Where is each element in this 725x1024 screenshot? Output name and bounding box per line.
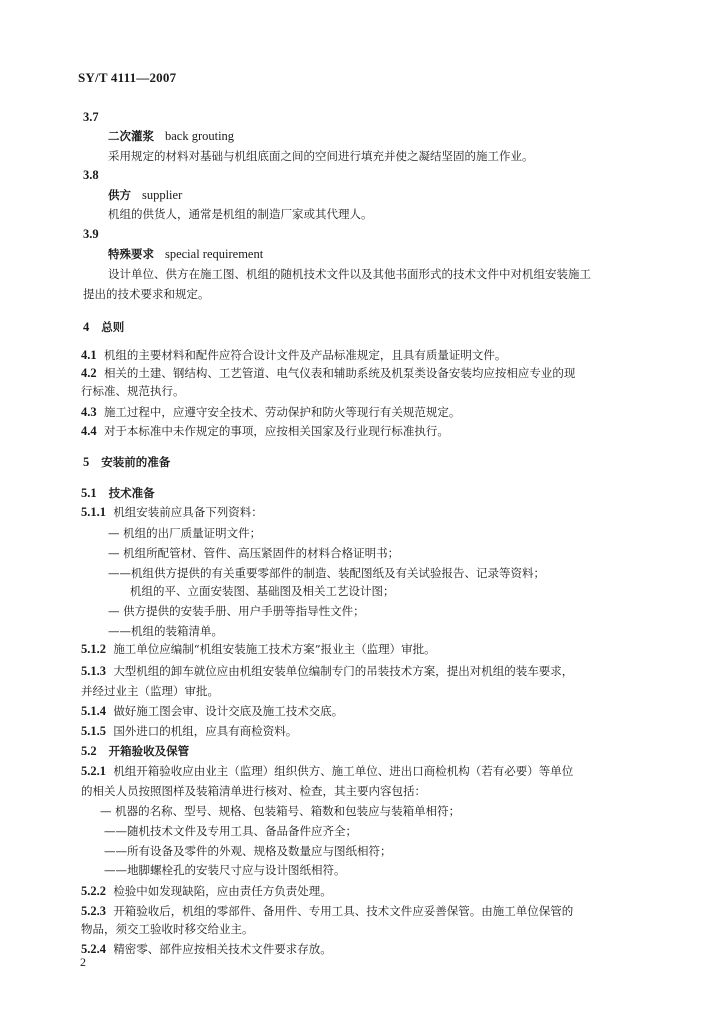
clause: 5.1.3 大型机组的卸车就位应由机组安装单位编制专门的吊装技术方案，提出对机组的装车要求，: [81, 664, 574, 678]
list-item: — 机器的名称、型号、规格、包装箱号、箱数和包装应与装箱单相符；: [100, 804, 461, 818]
clause: 4.2 相关的土建、钢结构、工艺管道、电气仪表和辅助系统及机泵类设备安装均应按相应专业的现: [81, 366, 576, 380]
clause-continuation: 并经过业主（监理）审批。: [81, 684, 219, 698]
list-item: ——机组的装箱清单。: [108, 624, 223, 638]
subsection-heading: 5.1 技术准备: [81, 486, 155, 500]
clause: 5.2.1 机组开箱验收应由业主（监理）组织供方、施工单位、进出口商检机构（若有必要）等单位: [81, 764, 574, 778]
term-definition: 设计单位、供方在施工图、机组的随机技术文件以及其他书面形式的技术文件中对机组安装施工: [108, 267, 591, 281]
term-definition: 机组的供货人，通常是机组的制造厂家或其代理人。: [108, 207, 373, 221]
clause: 5.2.3 开箱验收后，机组的零部件、备用件、专用工具、技术文件应妥善保管。由施工单位保管的: [81, 904, 574, 918]
clause-number: 3.7: [83, 110, 99, 124]
term-en: back grouting: [164, 129, 235, 143]
list-item: — 机组的出厂质量证明文件；: [108, 526, 262, 540]
list-item: ——地脚螺栓孔的安装尺寸应与设计图纸相符。: [104, 863, 346, 877]
standard-code-header: SY/T 4111—2007: [78, 70, 177, 85]
clause: 5.2.2 检验中如发现缺陷，应由责任方负责处理。: [81, 884, 332, 898]
list-item: ——所有设备及零件的外观、规格及数量应与图纸相符；: [104, 844, 392, 858]
list-item: — 机组所配管材、管件、高压紧固件的材料合格证明书；: [108, 546, 400, 560]
term-heading: [108, 129, 234, 143]
term-zh: 特殊要求: [108, 247, 154, 261]
clause-continuation: 的相关人员按照图样及装箱清单进行核对、检查，其主要内容包括：: [81, 784, 426, 798]
clause: 5.1.5 国外进口的机组，应具有商检资料。: [81, 724, 298, 738]
clause: 4.3 施工过程中，应遵守安全技术、劳动保护和防火等现行有关规范规定。: [81, 405, 461, 419]
clause: 5.1.2 施工单位应编制“机组安装施工技术方案”报业主（监理）审批。: [81, 642, 436, 656]
clause-number: 3.8: [83, 168, 99, 182]
clause-number: 3.9: [83, 227, 99, 241]
term-en: supplier: [141, 188, 183, 202]
term-definition: 提出的技术要求和规定。: [83, 287, 210, 301]
section-heading: 5 安装前的准备: [83, 455, 171, 469]
list-item: ——机组供方提供的有关重要零部件的制造、装配图纸及有关试验报告、记录等资料；: [108, 566, 545, 580]
clause: 5.2.4 精密零、部件应按相关技术文件要求存放。: [81, 942, 332, 956]
term-heading: [108, 188, 182, 202]
clause-continuation: 行标准、规范执行。: [81, 384, 185, 398]
clause: 4.4 对于本标准中未作规定的事项，应按相关国家及行业现行标准执行。: [81, 424, 449, 438]
term-definition: 采用规定的材料对基础与机组底面之间的空间进行填充并使之凝结坚固的施工作业。: [108, 149, 534, 163]
section-heading: 4 总则: [83, 320, 125, 334]
clause: 4.1 机组的主要材料和配件应符合设计文件及产品标准规定，且具有质量证明文件。: [81, 348, 507, 362]
clause: 5.1.1 机组安装前应具备下列资料：: [81, 505, 263, 519]
subsection-heading: 5.2 开箱验收及保管: [81, 744, 190, 758]
clause: 5.1.4 做好施工图会审、设计交底及施工技术交底。: [81, 704, 344, 718]
clause-continuation: 物品，须交工验收时移交给业主。: [81, 922, 254, 936]
list-item: — 供方提供的安装手册、用户手册等指导性文件；: [108, 604, 365, 618]
list-item: ——随机技术文件及专用工具、备品备件应齐全；: [104, 824, 357, 838]
term-zh: 二次灌浆: [108, 129, 154, 143]
term-zh: 供方: [108, 188, 131, 202]
term-en: special requirement: [164, 247, 264, 261]
term-heading: [108, 247, 263, 261]
page-number: 2: [80, 955, 86, 969]
list-item: 机组的平、立面安装图、基础图及相关工艺设计图；: [130, 584, 395, 598]
